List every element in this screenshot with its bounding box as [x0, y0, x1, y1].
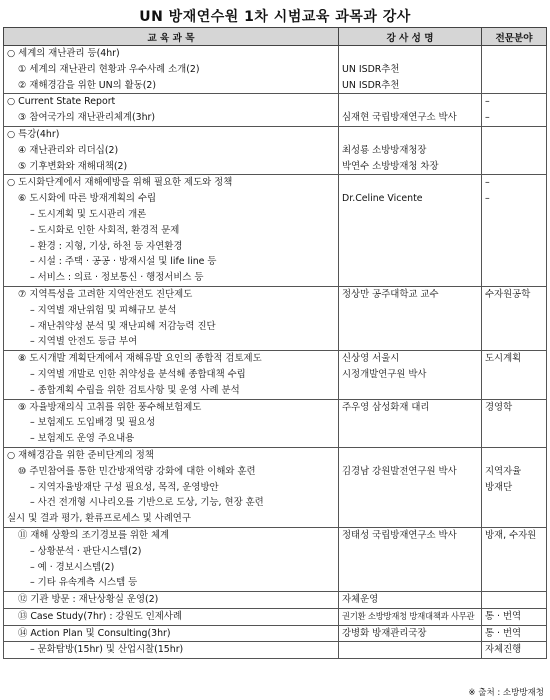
subject-line: – 보험제도 운영 주요내용: [30, 433, 135, 445]
field-line: [482, 334, 546, 350]
field-cell: [482, 46, 547, 94]
instructor-line: [339, 94, 481, 110]
field-line: 도시계획: [485, 353, 522, 365]
field-line: [482, 319, 546, 335]
instructor-line: [339, 511, 481, 527]
instructor-cell: [339, 642, 482, 659]
field-line: [482, 207, 546, 223]
subject-line: – 서비스 : 의료 · 정보통신 · 행정서비스 등: [30, 272, 204, 284]
field-line: [482, 560, 546, 576]
header-subject: 교 육 과 목: [4, 28, 339, 46]
subject-line: – 사건 전개형 시나리오를 기반으로 도상, 기능, 현장 훈련: [30, 497, 264, 509]
instructor-line: [339, 480, 481, 496]
field-line: 지역자율: [485, 465, 522, 477]
field-line: –: [485, 96, 490, 108]
field-cell: [482, 351, 547, 399]
field-line: [482, 575, 546, 591]
instructor-line: [339, 270, 481, 286]
instructor-line: [339, 448, 481, 464]
instructor-cell: [339, 608, 482, 625]
table-body: [4, 46, 547, 659]
instructor-line: [339, 575, 481, 591]
field-line: 경영학: [485, 401, 513, 413]
table-header-row: [4, 28, 547, 46]
subject-line: ⑪ 재해 상황의 조기경보를 위한 체계: [18, 529, 170, 541]
subject-cell: [4, 286, 339, 350]
instructor-cell: [339, 286, 482, 350]
subject-line: ⑭ Action Plan 및 Consulting(3hr): [18, 627, 171, 639]
instructor-cell: [339, 592, 482, 609]
field-cell: [482, 625, 547, 642]
header-instructor: 강 사 성 명: [339, 28, 482, 46]
instructor-line: 자체운영: [342, 594, 379, 606]
subject-cell: [4, 608, 339, 625]
table-row: [4, 608, 547, 625]
subject-line: – 환경 : 지형, 기상, 하천 등 자연환경: [30, 240, 183, 252]
field-line: [482, 254, 546, 270]
table-row: [4, 286, 547, 350]
subject-line: – 보험제도 도입배경 및 필요성: [30, 417, 156, 429]
field-line: –: [485, 193, 490, 205]
field-line: [482, 511, 546, 527]
subject-line: ⑤ 기후변화와 재해대책(2): [18, 160, 128, 172]
subject-line: – 문화탐방(15hr) 및 산업시찰(15hr): [30, 644, 184, 656]
field-cell: [482, 447, 547, 527]
subject-cell: [4, 126, 339, 174]
field-line: [482, 544, 546, 560]
field-line: –: [485, 112, 490, 124]
field-line: [482, 62, 546, 78]
subject-line: ⑫ 기관 방문 : 재난상황실 운영(2): [18, 594, 159, 606]
subject-cell: [4, 351, 339, 399]
instructor-line: [339, 383, 481, 399]
field-line: [482, 46, 546, 62]
subject-line: – 도시화로 인한 사회적, 환경적 문제: [30, 224, 180, 236]
field-line: [482, 78, 546, 94]
instructor-line: [339, 46, 481, 62]
subject-line: ○ 도시화단계에서 재해예방을 위해 필요한 제도와 정책: [7, 177, 233, 189]
table-row: [4, 126, 547, 174]
instructor-line: 정상만 공주대학교 교수: [342, 288, 439, 300]
subject-cell: [4, 527, 339, 591]
subject-line: ⑨ 자율방재의식 고취를 위한 풍수해보험제도: [18, 401, 202, 413]
subject-line: – 예 · 경보시스템(2): [30, 561, 115, 573]
subject-line: ② 재해경감을 위한 UN의 활동(2): [18, 79, 157, 91]
subject-line: ○ 세계의 재난관리 등(4hr): [7, 48, 120, 59]
subject-line: – 지역자율방재단 구성 필요성, 목적, 운영방안: [30, 481, 219, 493]
field-line: [482, 415, 546, 431]
field-line: 자체진행: [485, 644, 522, 656]
instructor-line: [339, 642, 481, 658]
field-cell: [482, 399, 547, 447]
instructor-cell: [339, 94, 482, 127]
table-row: [4, 175, 547, 287]
table-row: [4, 399, 547, 447]
field-line: [482, 431, 546, 447]
instructor-cell: [339, 625, 482, 642]
subject-line: ○ Current State Report: [7, 96, 116, 108]
field-line: [482, 383, 546, 399]
subject-line: – 지역별 재난위험 및 피해규모 분석: [30, 304, 177, 316]
subject-line: ⑬ Case Study(7hr) : 강원도 인제사례: [18, 610, 182, 622]
subject-line: – 시설 : 주택 · 공공 · 방재시설 및 life line 등: [30, 256, 217, 268]
instructor-cell: [339, 527, 482, 591]
instructor-line: 심재현 국립방재연구소 박사: [342, 112, 457, 124]
instructor-line: 시정개발연구원 박사: [342, 368, 427, 380]
instructor-line: 정태성 국립방재연구소 박사: [342, 529, 457, 541]
instructor-line: [339, 175, 481, 191]
table-row: [4, 527, 547, 591]
field-cell: [482, 286, 547, 350]
instructor-line: [339, 127, 481, 143]
field-line: [482, 270, 546, 286]
header-field: 전문분야: [482, 28, 547, 46]
field-line: [482, 127, 546, 143]
subject-line: ○ 재해경감을 위한 준비단계의 정책: [7, 449, 154, 461]
field-line: [482, 303, 546, 319]
field-cell: [482, 126, 547, 174]
field-cell: [482, 592, 547, 609]
table-row: [4, 94, 547, 127]
field-line: [482, 239, 546, 255]
instructor-line: 김경남 강원발전연구원 박사: [342, 465, 457, 477]
subject-cell: [4, 175, 339, 287]
field-cell: [482, 175, 547, 287]
subject-cell: [4, 447, 339, 527]
instructor-line: [339, 544, 481, 560]
subject-line: – 지역별 개발로 인한 취약성을 분석해 종합대책 수립: [30, 368, 246, 380]
instructor-line: [339, 254, 481, 270]
instructor-line: [339, 239, 481, 255]
field-line: 수자원공학: [485, 288, 531, 300]
field-cell: [482, 94, 547, 127]
instructor-line: UN ISDR추천: [342, 79, 400, 91]
field-cell: [482, 608, 547, 625]
instructor-line: [339, 319, 481, 335]
subject-line: ⑦ 지역특성을 고려한 지역안전도 진단제도: [18, 288, 193, 300]
instructor-cell: [339, 399, 482, 447]
field-line: 통 · 번역: [485, 627, 522, 639]
table-row: [4, 351, 547, 399]
field-line: [482, 143, 546, 159]
instructor-cell: [339, 175, 482, 287]
instructor-line: 권기환 소방방재청 방재대책과 사무관: [342, 610, 475, 621]
instructor-line: 신상영 서울시: [342, 353, 400, 365]
field-line: 방재, 수자원: [485, 529, 537, 541]
subject-line: ① 세계의 재난관리 현황과 우수사례 소개(2): [18, 63, 200, 75]
subject-line: – 기타 유속계측 시스템 등: [30, 577, 138, 589]
instructor-line: 강병화 방재관리국장: [342, 627, 427, 639]
instructor-line: [339, 334, 481, 350]
instructor-line: [339, 303, 481, 319]
field-line: 통 · 번역: [485, 610, 522, 622]
subject-cell: [4, 46, 339, 94]
subject-line: – 종합계획 수립을 위한 검토사항 및 운영 사례 분석: [30, 384, 240, 396]
table-row: [4, 447, 547, 527]
field-cell: [482, 527, 547, 591]
subject-cell: [4, 642, 339, 659]
instructor-cell: [339, 46, 482, 94]
table-row: [4, 46, 547, 94]
field-line: [482, 159, 546, 175]
instructor-line: [339, 207, 481, 223]
subject-cell: [4, 94, 339, 127]
subject-line: ⑩ 주민참여를 통한 민간방재역량 강화에 대한 이해와 훈련: [18, 465, 256, 477]
instructor-cell: [339, 351, 482, 399]
subject-cell: [4, 399, 339, 447]
subject-line: ⑧ 도시개발 계획단계에서 재해유발 요인의 종합적 검토제도: [18, 353, 262, 365]
subject-line: ④ 재난관리와 리더십(2): [18, 144, 119, 156]
field-line: [482, 223, 546, 239]
instructor-line: [339, 495, 481, 511]
field-line: 방재단: [485, 481, 513, 493]
field-cell: [482, 642, 547, 659]
course-instructor-table: [3, 27, 547, 659]
subject-line: – 도시계획 및 도시관리 개론: [30, 208, 147, 220]
instructor-line: 최성룡 소방방재청장: [342, 144, 427, 156]
subject-line: ③ 참여국가의 재난관리체계(3hr): [18, 112, 156, 124]
subject-line: ○ 특강(4hr): [7, 128, 60, 140]
instructor-line: Dr.Celine Vicente: [342, 193, 423, 205]
subject-line: – 상황분석 · 판단시스템(2): [30, 545, 142, 557]
subject-line: 실시 및 결과 평가, 환류프로세스 및 사례연구: [7, 513, 191, 525]
table-row: [4, 642, 547, 659]
subject-line: ⑥ 도시화에 따른 방재계획의 수립: [18, 193, 157, 205]
instructor-line: [339, 560, 481, 576]
field-line: [482, 448, 546, 464]
instructor-line: [339, 223, 481, 239]
subject-cell: [4, 625, 339, 642]
field-line: [482, 592, 546, 608]
instructor-cell: [339, 126, 482, 174]
subject-line: – 재난취약성 분석 및 재난피해 저감능력 진단: [30, 320, 216, 332]
field-line: –: [485, 177, 490, 189]
instructor-cell: [339, 447, 482, 527]
instructor-line: 박연수 소방방재청 차장: [342, 160, 439, 172]
document-title: UN 방재연수원 1차 시범교육 과목과 강사: [139, 9, 411, 25]
subject-cell: [4, 592, 339, 609]
instructor-line: [339, 415, 481, 431]
source-note: ※ 출처 : 소방방재청: [468, 688, 544, 698]
table-row: [4, 625, 547, 642]
instructor-line: 주우영 삼성화재 대리: [342, 401, 430, 413]
field-line: [482, 367, 546, 383]
instructor-line: [339, 431, 481, 447]
instructor-line: UN ISDR추천: [342, 63, 400, 75]
field-line: [482, 495, 546, 511]
table-row: [4, 592, 547, 609]
subject-line: – 지역별 안전도 등급 부여: [30, 336, 138, 348]
